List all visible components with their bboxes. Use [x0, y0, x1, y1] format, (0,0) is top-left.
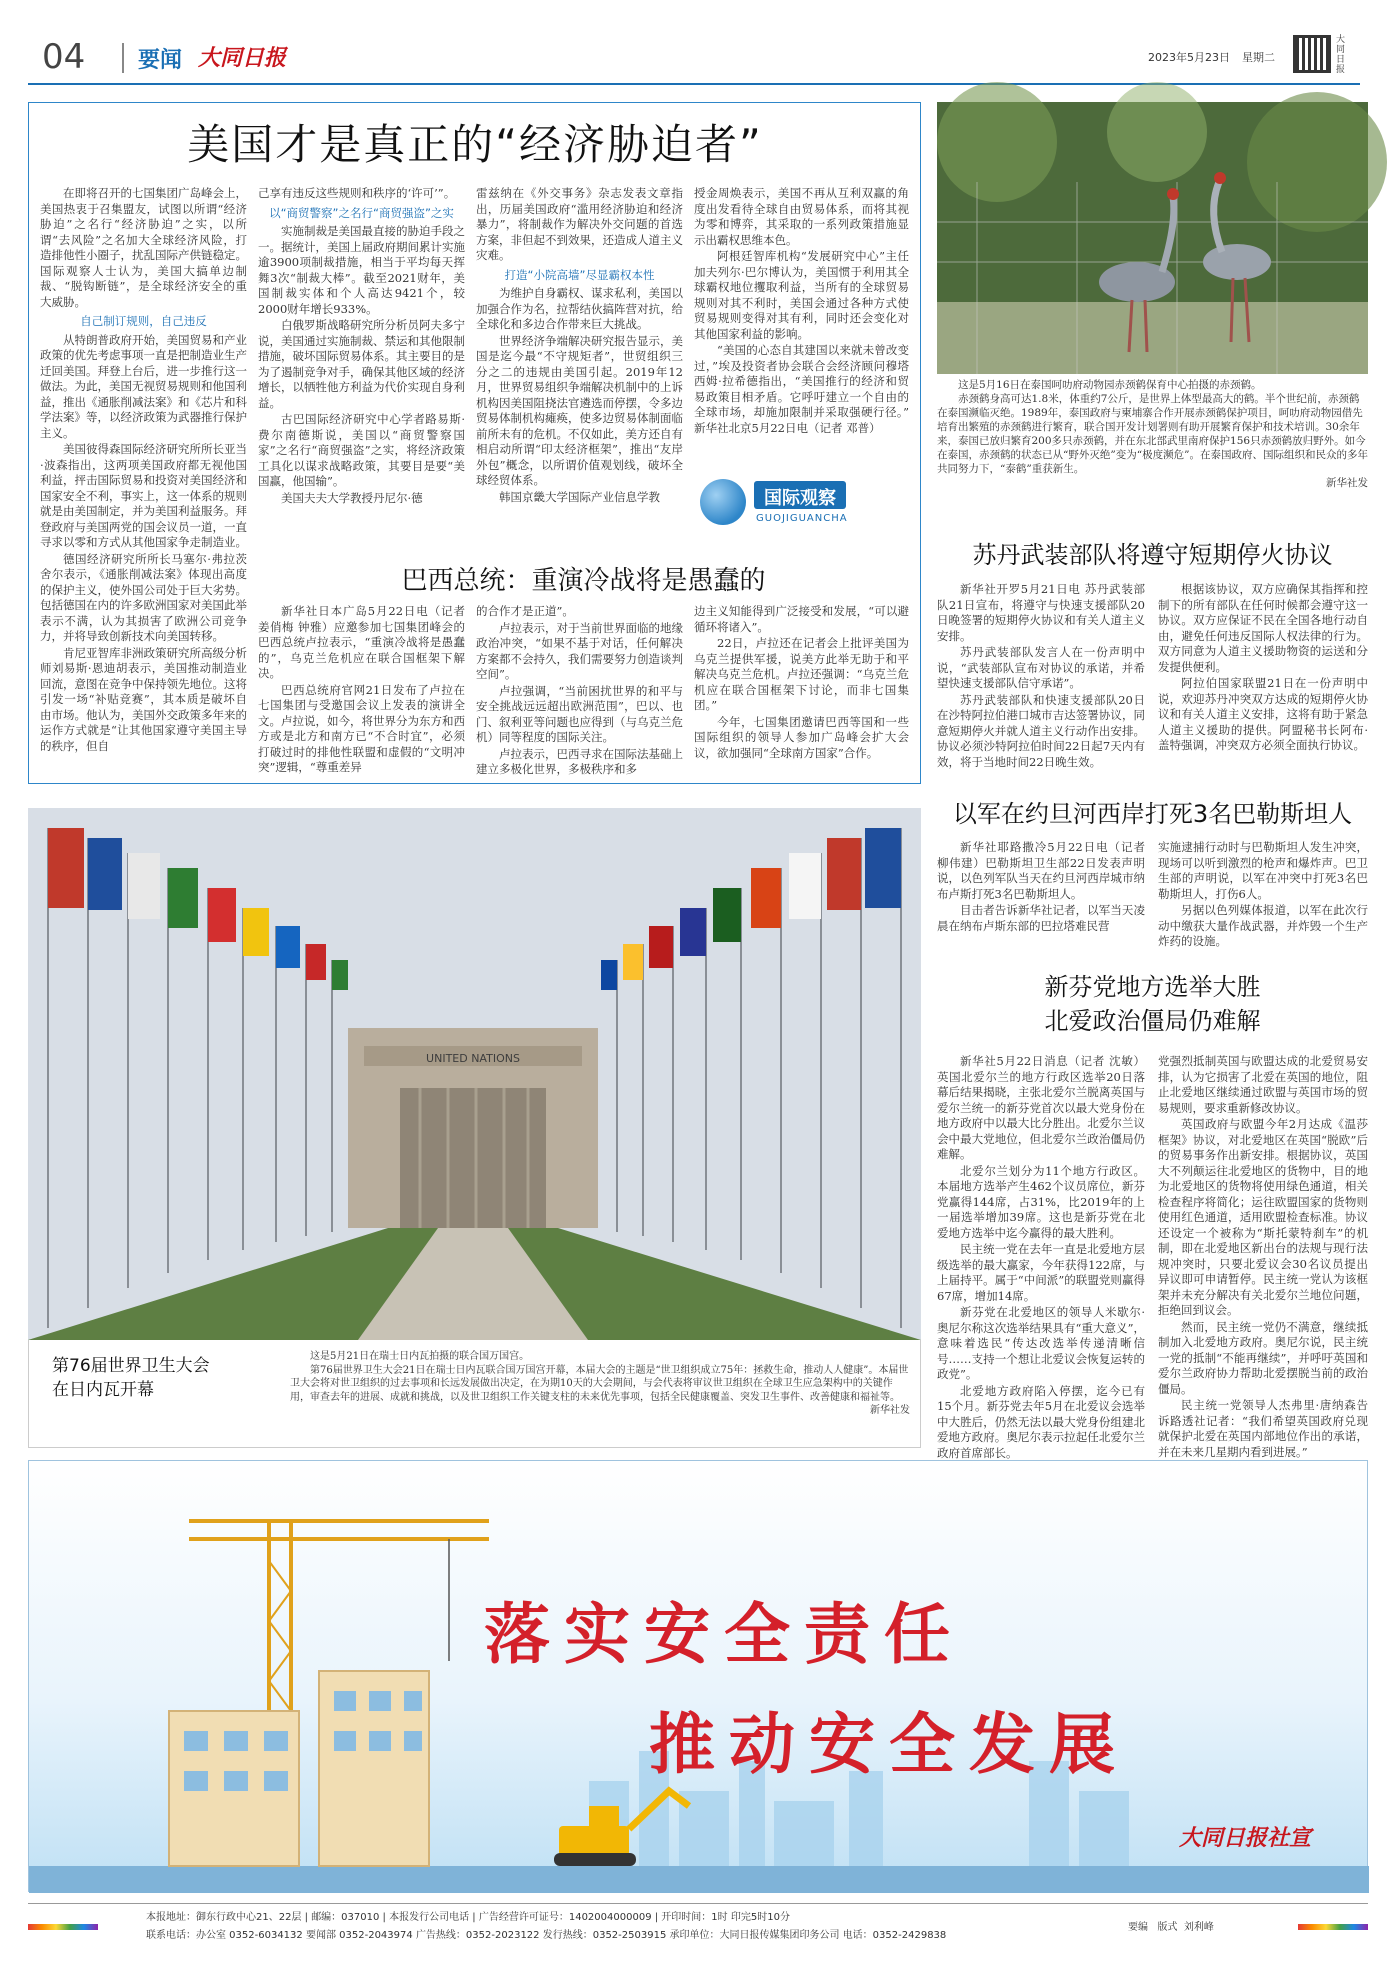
lead-para: 世界经济争端解决研究报告显示，美国是迄今最“不守规矩者”，世贸组织三分之二的违规由美国引起。2019年12月，世界贸易组织争端解决机制中的上诉机构因美国阻挠法官遴选而停摆，令多边贸易体制机构瘫痪，使多边贸易体制面临前所未有的危机。不仅如此，美方还自有相启动所谓“印太经济框架”，推出“友岸外包”概念，以所谓价值观划线，破坏全球经贸体系。 — [476, 333, 683, 487]
section-name: 要闻 — [138, 48, 183, 73]
un-caption-text: 第76届世界卫生大会21日在瑞士日内瓦联合国万国宫开幕，本届大会的主题是“世卫组织成立75年：拯救生命，推动人人健康”。本届世卫大会将对世卫组织的过去事项和长远发展做出决定，在为期10天的大会期间，与会代表将审议世卫组织在全球卫生应急架构中的关键作用，审查去年的进展、成就和挑战，以及世卫组织工作关键支柱的未来优先事项，包括全民健康覆盖、突发卫生事件、改善健康和福祉等。 — [290, 1364, 909, 1403]
ad-slogan-line1: 落实安全责任 — [484, 1596, 964, 1673]
paper-logo: 大同日报 — [198, 45, 287, 71]
un-caption — [290, 1350, 910, 1442]
ireland-col-1 — [937, 1054, 1145, 1460]
lead-subhead: 打造“小院高墙”尽显霸权本性 — [504, 267, 655, 282]
israel-col-1 — [937, 840, 1145, 952]
header-divider — [122, 43, 124, 73]
footer-editor-name: 刘利峰 — [1183, 1922, 1214, 1933]
page-header — [28, 35, 1368, 85]
footer-editor-label: 要编 — [1128, 1922, 1148, 1933]
un-caption-heading-line1: 第76届世界卫生大会 — [52, 1356, 210, 1376]
page-footer — [28, 1903, 1368, 1947]
crane-photo — [937, 102, 1368, 374]
footer-line-2 — [146, 1926, 946, 1941]
footer-print-end: 印完5时10分 — [730, 1912, 790, 1923]
crane-caption — [937, 378, 1368, 489]
brazil-para: 今年，七国集团邀请巴西等国和一些国际组织的领导人参加广岛峰会扩大会议，欲加强同“全球南方国家”合作。 — [694, 714, 909, 760]
ireland-col-2 — [1158, 1054, 1368, 1459]
ireland-title-line1: 新芬党地方选举大胜 — [1044, 973, 1261, 1001]
lead-subhead: 以“商贸警察”之名行“商贸强盗”之实 — [269, 205, 454, 220]
color-bar-right — [1298, 1924, 1368, 1930]
israel-para: 实施逮捕行动时与巴勒斯坦人发生冲突，现场可以听到激烈的枪声和爆炸声。巴卫生部的声明说，以军在冲突中打死3名巴勒斯坦人，打伤6人。 — [1158, 840, 1368, 901]
lead-col-3 — [476, 186, 683, 546]
footer-ad-phone: 广告热线：0352-2023122 — [415, 1930, 540, 1941]
brazil-para: 22日，卢拉还在记者会上批评美国为乌克兰提供军援，说美方此举无助于和平解决乌克兰危机。卢拉还强调：“乌克兰危机应在联合国框架下讨论，而非七国集团。” — [694, 636, 909, 712]
footer-office-phone: 联系电话：办公室 0352-6034132 — [146, 1930, 303, 1941]
ireland-title — [937, 970, 1368, 1038]
un-caption-heading — [52, 1354, 272, 1402]
lead-para: 美国夫夫大学教授丹尼尔·德 — [281, 490, 423, 505]
issue-weekday: 星期二 — [1242, 51, 1275, 64]
ireland-para: 新华社5月22日消息（记者 沈敏）英国北爱尔兰的地方行政区选举20日落幕后结果揭晓，主张北爱尔兰脱离英国与爱尔兰统一的新芬党首次以最大党身份在地方政府中以最大比分胜出。北爱尔兰议会中最大党地位，但北爱尔兰政治僵局仍难解。 — [937, 1054, 1145, 1161]
issue-date: 2023年5月23日 — [1148, 51, 1230, 64]
brazil-para: 卢拉表示，巴西寻求在国际法基础上建立多极化世界，多极秩序和多 — [476, 746, 683, 776]
lead-title: 美国才是真正的“经济胁迫者” — [187, 120, 763, 169]
lead-para: 韩国京畿大学国际产业信息学教 — [499, 489, 660, 504]
sudan-para: 新华社开罗5月21日电 苏丹武装部队21日宣布，将遵守与快速支援部队20日晚签署的短期停火协议和有关人道主义安排。 — [937, 582, 1145, 643]
israel-title: 以军在约旦河西岸打死3名巴勒斯坦人 — [952, 800, 1353, 828]
israel-para: 目击者告诉新华社记者，以军当天凌晨在纳布卢斯东部的巴拉塔难民营 — [937, 903, 1145, 933]
lead-para: 实施制裁是美国最直接的胁迫手段之一。据统计，美国上届政府期间累计实施逾3900项制裁措施，相当于平均每天挥舞3次“制裁大棒”。截至2021财年，美国制裁实体和个人高达9421个，较2000财年增长933%。 — [258, 224, 465, 316]
sudan-para: 阿拉伯国家联盟21日在一份声明中说，欢迎苏丹冲突双方达成的短期停火协议和有关人道主义安排，这将有助于紧急人道主义援助的提供。阿盟秘书长阿布·盖特强调，冲突双方必须全面执行协议。 — [1158, 676, 1368, 752]
brazil-para: 卢拉强调，“当前困扰世界的和平与安全挑战远远超出欧洲范围”，巴以、也门、叙利亚等问题也应得到（与乌克兰危机）同等程度的国际关注。 — [476, 683, 683, 744]
lead-subhead: 自己制订规则，自己违反 — [80, 314, 207, 328]
ireland-title-line2: 北爱政治僵局仍难解 — [1044, 1007, 1261, 1035]
sudan-para: 苏丹武装部队和快速支援部队20日在沙特阿拉伯港口城市吉达签署协议，同意短期停火并就人道主义行动作出安排。协议必须沙特阿拉伯时间22日起7天内有效，将于当地时间22日晚生效。 — [937, 692, 1145, 769]
lead-col-2 — [258, 186, 465, 546]
footer-printer: 承印单位：大同日报传媒集团印务公司 — [669, 1930, 840, 1941]
un-building-sign: UNITED NATIONS — [426, 1052, 520, 1065]
ireland-para: 党强烈抵制英国与欧盟达成的北爱贸易安排，认为它损害了北爱在英国的地位，阻止北爱地区继续通过欧盟与英国市场的贸易规则，要求重新修改协议。 — [1158, 1054, 1368, 1115]
lead-para: 为维护自身霸权、谋求私利，美国以加强合作为名，拉帮结伙搞阵营对抗，给全球化和多边合作带来巨大挑战。 — [476, 286, 683, 331]
footer-printer-phone: 电话：0352-2429838 — [842, 1930, 947, 1941]
brazil-para: 卢拉表示，对于当前世界面临的地缘政治冲突，“如果不基于对话，任何解决方案都不会持久，我们需要努力创造谈判空间”。 — [476, 620, 683, 681]
un-photo — [28, 808, 921, 1340]
footer-line-1: 本报地址：御东行政中心21、22层 | 邮编：037010 | 本报发行公司电话 | 广告经营许可证号：1402004000009 | 开印时间：1时 印完5时10分 — [146, 1912, 790, 1923]
ireland-para: 新芬党在北爱地区的领导人米歇尔·奥尼尔称这次选举结果具有“重大意义”，意味着选民“传达改选举传递清晰信号……支持一个想让北爱议会恢复运转的政党”。 — [937, 1305, 1145, 1381]
crane-credit: 新华社发 — [1326, 477, 1368, 489]
brazil-para: 边主义知能得到广泛接受和发展，“可以避循环将诸入”。 — [694, 604, 909, 634]
lead-col-4 — [694, 186, 921, 466]
lead-para: 雷兹纳在《外交事务》杂志发表文章指出，历届美国政府“滥用经济胁迫和经济暴力”，将制裁作为解决外交问题的首选方案，非但起不到效果，还造成人道主义灾难。 — [476, 186, 683, 262]
sudan-title: 苏丹武装部队将遵守短期停火协议 — [972, 541, 1333, 569]
badge-label-en: GUOJIGUANCHA — [756, 513, 848, 524]
un-photo-art — [28, 808, 921, 1340]
brazil-para: 的合作才是正道”。 — [476, 604, 574, 618]
brazil-title: 巴西总统：重演冷战将是愚蠢的 — [401, 566, 766, 596]
badge-label: 国际观察 — [754, 481, 846, 509]
intl-observation-badge — [700, 473, 910, 533]
footer-postcode: 邮编：037010 — [311, 1912, 380, 1923]
brazil-col-3 — [694, 604, 909, 778]
lead-para: 从特朗普政府开始，美国贸易和产业政策的优先考虑事项一直是把制造业生产迁回美国。拜登上台后，进一步推行这一做法。为此，美国无视贸易规则和他国利益，推出《通胀削减法案》和《芯片和科学法案》等，以经济政策为武器推行保护主义。 — [40, 332, 247, 440]
israel-para: 另据以色列媒体报道，以军在此次行动中缴获大量作战武器，并炸毁一个生产炸药的设施。 — [1158, 903, 1368, 948]
lead-para: 美国彼得森国际经济研究所所长亚当·波森指出，这两项美国政府都无视他国利益，抨击国际贸易和投资对美国经济和国家安全不利，事实上，这一体系的规则就是由美国制定，并为美国利益服务。拜登政府与美国两党的国会议员一道，一直寻求以零和方式从其他国家争走制造业。 — [40, 442, 247, 549]
footer-layout-label: 版式 — [1157, 1922, 1178, 1933]
ireland-para: 北爱地方政府陷入停摆，迄今已有15个月。新芬党去年5月在北爱议会选举中大胜后，仍然无法以最大党身份组建北爱地方政府。奥尼尔表示拉起任北爱尔兰政府首席部长。 — [937, 1383, 1145, 1460]
brazil-para: 新华社日本广岛5月22日电（记者 姜俏梅 钟雅）应邀参加七国集团峰会的巴西总统卢拉表示，“重演冷战将是愚蠢的”，乌克兰危机应在联合国框架下解决。 — [258, 604, 465, 680]
lead-para: 在即将召开的七国集团广岛峰会上，美国热衷于召集盟友，试图以所谓“经济胁迫”之名行“经济胁迫”之实，以所谓“去风险”之名加大全球经济风险，打造排他性小圈子，扰乱国际产供链稳定。国际观察人士认为，美国大搞单边制裁、“脱钩断链”，是全球经济安全的重大威胁。 — [40, 186, 247, 309]
israel-col-2 — [1158, 840, 1368, 952]
brazil-para: 巴西总统府官网21日发布了卢拉在七国集团与受邀国会议上发表的演讲全文。卢拉说，如今，将世界分为东方和西方或是北方和南方已“不合时宜”，必须打破过时的排他性联盟和虚假的“文明冲突”逻辑，“尊重差异 — [258, 682, 465, 774]
lead-para: 古巴国际经济研究中心学者路易斯·费尔南德斯说，美国以“商贸警察国家”之名行“商贸强盗”之实，将经济政策工具化以谋求战略政策，其要目是要“美国赢，他国输”。 — [258, 412, 465, 488]
lead-para: 己享有违反这些规则和秩序的‘许可’”。 — [258, 186, 456, 200]
qr-code-icon[interactable] — [1293, 35, 1331, 73]
ireland-para: 英国政府与欧盟今年2月达成《温莎框架》协议，对北爱地区在英国“脱欧”后的贸易事务作出新安排。根据协议，英国大不列颠运往北爱地区的货物中，目的地为北爱地区的货物将使用绿色通道，相关检查程序将简化；运往欧盟国家的货物则使用红色通道，适用欧盟检查标准。协议还设定一个被称为“斯托蒙特刹车”的机制，即在北爱地区新出台的法规与现行法规冲突时，只要北爱议会30名议员提出异议即可申请暂停。民主统一党认为该框架并未充分解决有关北爱尔兰地位问题，拒绝回到议会。 — [1158, 1117, 1368, 1317]
lead-col-1 — [40, 186, 247, 776]
ireland-para: 然而，民主统一党仍不满意，继续抵制加入北爱地方政府。奥尼尔说，民主统一党的抵制“不能再继续”，并呼吁英国和爱尔兰政府协力帮助北爱摆脱当前的政治僵局。 — [1158, 1319, 1368, 1396]
crane-photo-art — [937, 102, 1368, 374]
app-label: 大同日报 — [1336, 35, 1346, 75]
footer-dist-phone: 发行热线：0352-2503915 — [542, 1930, 667, 1941]
footer-address: 本报地址：御东行政中心21、22层 — [146, 1912, 302, 1923]
israel-para: 新华社耶路撒冷5月22日电（记者 柳伟建）巴勒斯坦卫生部22日发表声明说，以色列军队当天在约旦河西岸城市纳布卢斯打死3名巴勒斯坦人。 — [937, 840, 1145, 901]
sudan-col-1 — [937, 582, 1145, 778]
crane-caption-text: 这是5月16日在泰国呵叻府动物园赤颈鹤保育中心拍摄的赤颈鹤。 — [958, 379, 1262, 391]
ireland-para: 民主统一党领导人杰弗里·唐纳森告诉路透社记者：“我们希望英国政府兑现就保护北爱在英国内部地位作出的承诺，并在未来几星期内看到进展。” — [1158, 1398, 1368, 1459]
un-caption-text: 这是5月21日在瑞士日内瓦拍摄的联合国万国宫。 — [310, 1351, 530, 1362]
sudan-para: 根据该协议，双方应确保其指挥和控制下的所有部队在任何时候都会遵守这一协议。双方应保证不民在全国各地行动自由，避免任何违反国际人权法律的行为。双方同意为人道主义援助物资的运送和分发提供便利。 — [1158, 582, 1368, 674]
crane-caption-text: 赤颈鹤身高可达1.8米，体重约7公斤，是世界上体型最高大的鹤。半个世纪前，赤颈鹤在泰国濒临灭绝。1989年，泰国政府与柬埔寨合作开展赤颈鹤保护项目，呵叻府动物园借先培育出繁殖的赤颈鹤进行繁育，联合国开发计划署则有助开展繁育保护和技术培训。30余年来，泰国已放归繁育200多只赤颈鹤，并在东北部武里南府保护156只赤颈鹤放归野外。如今在泰国，赤颈鹤的状态已从“野外灭绝”变为“极度濒危”。在泰国政府、国际组织和民众的多年共同努力下，“泰鹤”重获新生。 — [937, 393, 1368, 475]
ireland-para: 北爱尔兰划分为11个地方行政区。本届地方选举产生462个议员席位，新芬党赢得144席，占31%，比2019年的上一届选举增加39席。这也是新芬党在北爱地方选举中迄今赢得的最大胜利。 — [937, 1163, 1145, 1240]
globe-icon — [700, 479, 746, 525]
footer-print-start: 开印时间：1时 — [661, 1912, 728, 1923]
sudan-para: 苏丹武装部队发言人在一份声明中说，“武装部队宣布对协议的承诺，并希望快速支援部队信守承诺”。 — [937, 645, 1145, 690]
brazil-col-1 — [258, 604, 465, 778]
brazil-col-2 — [476, 604, 683, 778]
lead-para: 肯尼亚智库非洲政策研究所高级分析师刘易斯·恩迪胡表示，美国推动制造业回流，意图在竞争中保持领先地位。这将引发一场“补贴竞赛”，其本质是破坏自由市场。他认为，美国外交政策多年来的运作方式就是“让其他国家遵守美国主导的秩序，但自 — [40, 645, 247, 753]
un-credit: 新华社发 — [870, 1405, 910, 1416]
ad-sponsor: 大同日报社宣 — [1179, 1825, 1312, 1851]
safety-ad — [28, 1460, 1368, 1892]
color-bar-left — [28, 1924, 98, 1930]
lead-para: “美国的心态自其建国以来就未曾改变过，”埃及投资者协会联合会经济顾问穆塔西姆·拉希德指出，“美国推行的经济和贸易政策目相矛盾。它呼吁建立一个自由的全球市场，却施加限制并采取强硬行径。” 新华社北京5月22日电（记者 邓普） — [694, 343, 921, 435]
sudan-col-2 — [1158, 582, 1368, 778]
footer-dist: 本报发行公司电话 — [389, 1912, 470, 1923]
footer-editors — [1128, 1918, 1214, 1933]
ireland-para: 民主统一党在去年一直是北爱地方层级选举的最大赢家，今年获得122席，与上届持平。属于“中间派”的联盟党则赢得67席，增加14席。 — [937, 1242, 1145, 1303]
lead-para: 德国经济研究所所长马塞尔·弗拉茨舍尔表示，《通胀削减法案》体现出高度的保护主义，使外国公司处于巨大劣势。包括德国在内的许多欧洲国家对美国此举表示不满，认为其损害了欧洲公司竞争力，并将导致创新技术向美国转移。 — [40, 551, 247, 643]
footer-news-phone: 要闻部 0352-2043974 — [305, 1930, 413, 1941]
lead-para: 白俄罗斯战略研究所分析员阿夫多宁说，美国通过实施制裁、禁运和其他限制措施，破坏国际贸易体系。其主要目的是为了遏制竞争对手，确保其他区域的经济增长，以牺牲他方利益为代价实现自身利益。 — [258, 318, 465, 410]
lead-para: 阿根廷智库机构“发展研究中心”主任加夫列尔·巴尔博认为，美国惯于利用其全球霸权地位攫取利益，当所有的全球贸易规则对其不利时，美国会通过各种方式使贸易规则变得对其有利，同时还会变化对其他国家利益的影响。 — [694, 249, 909, 341]
footer-license: 广告经营许可证号：1402004000009 — [478, 1912, 652, 1923]
ad-slogan-line2: 推动安全发展 — [649, 1706, 1129, 1783]
un-caption-heading-line2: 在日内瓦开幕 — [52, 1380, 154, 1400]
page-number: 04 — [42, 37, 86, 77]
safety-ad-art — [29, 1461, 1369, 1893]
lead-para: 授金周焕表示，美国不再从互利双赢的角度出发看待全球自由贸易体系，而将其视为零和博弈，其采取的一系列政策措施显示出霸权思维本色。 — [694, 186, 909, 247]
